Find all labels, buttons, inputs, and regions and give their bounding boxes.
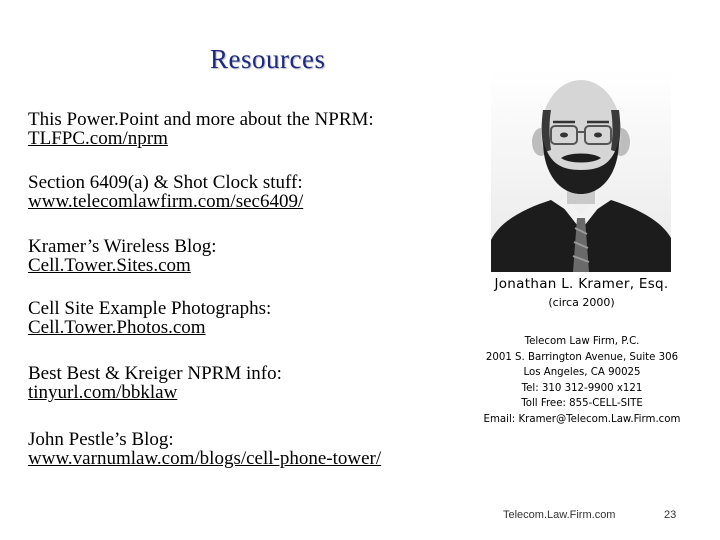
firm-name: Telecom Law Firm, P.C. <box>524 336 640 347</box>
resource-item <box>28 173 303 211</box>
resource-link[interactable]: www.telecomlawfirm.com/sec6409/ <box>28 191 304 212</box>
resource-label: This Power.Point and more about the NPRM: <box>28 109 374 130</box>
resource-link[interactable]: tinyurl.com/bbklaw <box>28 382 178 403</box>
portrait-circa: (circa 2000) <box>548 296 615 309</box>
resource-item <box>28 430 381 468</box>
resource-label: Best Best & Kreiger NPRM info: <box>28 363 282 384</box>
portrait-photo <box>491 70 671 272</box>
portrait-name: Jonathan L. Kramer, Esq. <box>494 276 669 292</box>
resource-label: Cell Site Example Photographs: <box>28 298 272 319</box>
resource-label: Section 6409(a) & Shot Clock stuff: <box>28 172 303 193</box>
resource-link[interactable]: Cell.Tower.Photos.com <box>28 317 206 338</box>
toll-free: Toll Free: 855-CELL-SITE <box>521 398 643 409</box>
city-state-zip: Los Angeles, CA 90025 <box>523 367 641 378</box>
resource-link[interactable]: Cell.Tower.Sites.com <box>28 255 191 276</box>
resource-item <box>28 110 374 148</box>
resource-link[interactable]: TLFPC.com/nprm <box>28 128 168 149</box>
street-address: 2001 S. Barrington Avenue, Suite 306 <box>485 351 679 363</box>
resource-item <box>28 364 282 402</box>
footer-site: Telecom.Law.Firm.com <box>503 509 616 521</box>
portrait-illustration <box>491 70 671 272</box>
contact-block <box>462 334 702 427</box>
resource-label: Kramer’s Wireless Blog: <box>28 236 217 257</box>
email[interactable]: Email: Kramer@Telecom.Law.Firm.com <box>483 413 681 425</box>
resource-item <box>28 237 217 275</box>
page-number: 23 <box>664 509 677 521</box>
resource-label: John Pestle’s Blog: <box>28 429 174 450</box>
slide-title: Resources <box>210 44 326 74</box>
resource-link[interactable]: www.varnumlaw.com/blogs/cell-phone-tower/ <box>28 448 382 469</box>
resource-item <box>28 299 271 337</box>
phone: Tel: 310 312-9900 x121 <box>521 382 643 394</box>
